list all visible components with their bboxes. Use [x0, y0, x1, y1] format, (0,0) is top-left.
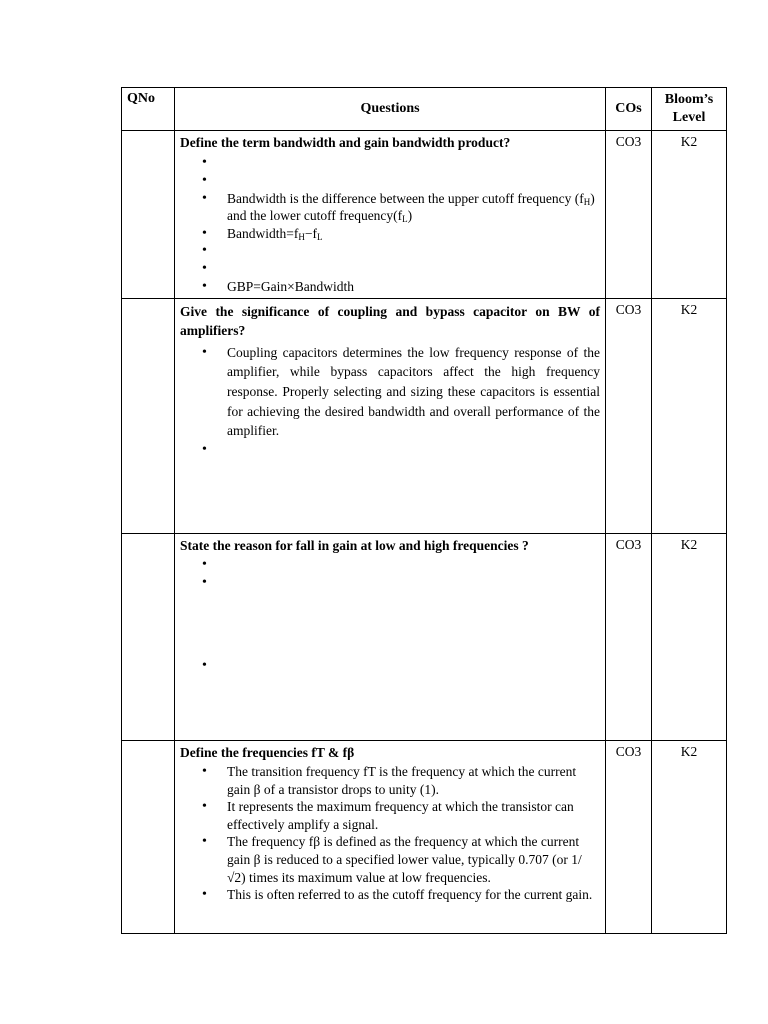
co-cell: CO3	[606, 131, 652, 299]
list-item	[227, 190, 600, 225]
list-item: • This is often referred to as the cutoff frequency for the current gain.	[227, 886, 600, 904]
level-cell: K2	[652, 131, 727, 299]
subscript: H	[583, 196, 591, 207]
header-questions: Questions	[175, 88, 606, 131]
question-title: Define the frequencies fT & fβ	[180, 744, 355, 760]
table-row	[122, 533, 727, 740]
answer-text: Bandwidth=f	[227, 225, 299, 241]
answer-text: ) and the lower cutoff frequency(f	[227, 190, 595, 224]
answer-list	[180, 556, 600, 675]
list-spacer	[227, 574, 600, 657]
table-row	[122, 131, 727, 299]
table-row	[122, 740, 727, 933]
answer-list	[180, 763, 600, 903]
qno-cell	[122, 131, 175, 299]
header-blooms-line2: Level	[672, 110, 706, 125]
qno-cell	[122, 740, 175, 933]
header-row	[122, 88, 727, 131]
question-cell	[175, 740, 606, 933]
answer-text: −f	[304, 225, 317, 241]
header-blooms-line1: Bloom’s	[664, 91, 714, 107]
header-cos: COs	[606, 88, 652, 131]
co-cell: CO3	[606, 740, 652, 933]
list-item	[227, 242, 600, 260]
question-cell	[175, 533, 606, 740]
level-cell: K2	[652, 740, 727, 933]
list-item	[227, 225, 600, 243]
list-item	[227, 260, 600, 278]
co-cell: CO3	[606, 533, 652, 740]
header-qno: QNo	[122, 88, 175, 131]
list-item	[227, 657, 600, 675]
list-item: • The transition frequency fT is the frequency at which the current gain β of a transistor drops to unity (1).	[227, 763, 600, 798]
level-cell: K2	[652, 298, 727, 533]
answer-list	[180, 154, 600, 296]
list-item	[227, 154, 600, 172]
answer-text: Bandwidth is the difference between the upper cutoff frequency (f	[227, 190, 584, 206]
header-blooms-level	[652, 88, 727, 131]
list-item	[227, 441, 600, 459]
list-item	[227, 556, 600, 574]
subscript: L	[402, 214, 408, 225]
subscript: H	[298, 231, 305, 242]
list-item: • It represents the maximum frequency at which the transistor can effectively amplify a signal.	[227, 798, 600, 833]
answer-text: )	[407, 208, 413, 224]
table-row	[122, 298, 727, 533]
question-table	[121, 87, 727, 934]
qno-cell	[122, 298, 175, 533]
question-title: Give the significance of coupling and bypass capacitor on BW of amplifiers?	[180, 303, 600, 339]
list-item	[227, 172, 600, 190]
qno-cell	[122, 533, 175, 740]
level-cell: K2	[652, 533, 727, 740]
answer-list	[180, 343, 600, 459]
question-cell	[175, 131, 606, 299]
question-title: Define the term bandwidth and gain bandwidth product?	[180, 135, 511, 150]
co-cell: CO3	[606, 298, 652, 533]
question-cell	[175, 298, 606, 533]
question-title: State the reason for fall in gain at low and high frequencies ?	[180, 537, 529, 553]
list-item: • The frequency fβ is defined as the frequency at which the current gain β is reduced to a specified lower value, typically 0.707 (or 1/√2) times its maximum value at low frequencies.	[227, 833, 600, 886]
subscript: L	[316, 231, 323, 242]
list-item: • Coupling capacitors determines the low frequency response of the amplifier, while bypass capacitors affect the high frequency response. Properly selecting and sizing these capacitors is essential for achieving the desired bandwidth and overall performance of the amplifier.	[227, 343, 600, 441]
list-item: • GBP=Gain×Bandwidth	[227, 278, 600, 296]
